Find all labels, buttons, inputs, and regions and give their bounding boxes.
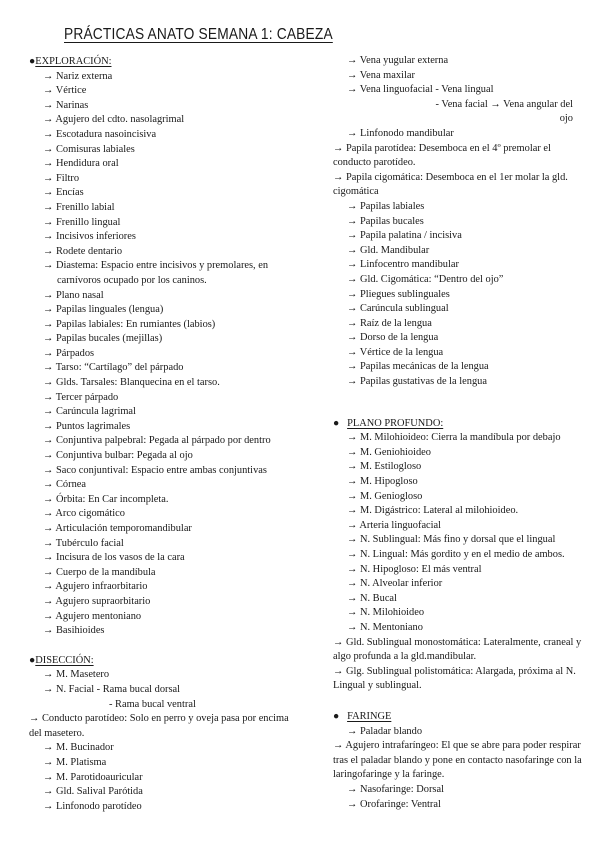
list-item: → Tubérculo facial [43, 537, 124, 549]
list-item: → Linfonodo mandibular [347, 127, 454, 139]
list-item: → Paladar blando [347, 725, 423, 737]
list-item: → Pliegues sublinguales [347, 288, 450, 300]
list-item: → Saco conjuntival: Espacio entre ambas conjuntivas [43, 464, 267, 476]
list-item: → Frenillo labial [43, 201, 115, 213]
section-heading-faringe: ● FARINGE [333, 710, 583, 725]
list-item: → Papila palatina / incisiva [347, 230, 462, 242]
list-item: → Arco cigomático [43, 508, 125, 520]
section-plano-profundo [333, 417, 583, 694]
list-item: → N. Lingual: Más gordito y en el medio de ambos. [347, 549, 565, 560]
section-exploracion [29, 55, 299, 639]
list-item: → Papila parotídea: Desemboca en el 4º premolar el conducto parotídeo. [333, 142, 551, 169]
list-item: → Agujero mentoniano [43, 610, 142, 622]
right-column [333, 54, 583, 812]
list-item: → M. Parotidoauricular [43, 771, 143, 783]
list-item: → Papilas linguales (lengua) [43, 304, 164, 316]
list-item: → Linfocentro mandibular [347, 259, 459, 271]
list-item: → Cuerpo de la mandíbula [43, 566, 156, 578]
list-item: → Nariz externa [43, 70, 113, 82]
list-item: → Incisivos inferiores [43, 231, 136, 243]
list-item: → M. Bucinador [43, 742, 114, 754]
list-item: → Carúncula sublingual [347, 303, 449, 315]
list-item: → Raíz de la lengua [347, 317, 432, 329]
list-item: → Agujero infraorbitario [43, 581, 148, 593]
list-item: → Papilas bucales [347, 215, 424, 227]
list-item: → Vena yugular externa [347, 55, 449, 66]
list-item: → Comisuras labiales [43, 143, 135, 155]
list-item: → M. Estilogloso [347, 461, 422, 473]
list-item: → Incisura de los vasos de la cara [43, 552, 185, 564]
list-item: → Papilas mecánicas de la lengua [347, 361, 489, 373]
list-item: → Glg. Sublingual polistomática: Alargada, próxima al N. Lingual y sublingual. [333, 665, 576, 692]
list-item: → Escotadura nasoincisiva [43, 128, 157, 140]
list-item: → Tercer párpado [43, 391, 119, 403]
list-item: → N. Facial - Rama bucal dorsal [43, 683, 181, 695]
list-item: → Articulación temporomandibular [43, 523, 192, 534]
list-item: → N. Sublingual: Más fino y dorsal que el lingual [347, 534, 556, 546]
bullet-icon: ● [333, 710, 340, 722]
list-item: → Arteria linguofacial [347, 519, 442, 531]
list-item: → Encías [43, 187, 84, 199]
list-item: - Vena facial → Vena angular del ojo [435, 98, 573, 125]
list-item: → N. Bucal [347, 592, 397, 604]
list-item: - Rama bucal ventral [109, 698, 196, 710]
list-item: → M. Geniogloso [347, 490, 423, 502]
list-item: → Glds. Tarsales: Blanquecina en el tarso. [43, 377, 220, 389]
list-item: → Basihioides [43, 625, 105, 637]
list-item: → Plano nasal [43, 289, 104, 301]
list-item: → N. Mentoniano [347, 621, 423, 633]
faringe-list [333, 725, 583, 813]
bullet-icon: ● [29, 56, 36, 67]
list-item: → Papilas gustativas de la lengua [347, 376, 487, 388]
list-item: → Papilas bucales (mejillas) [43, 333, 163, 345]
list-item: → N. Hipogloso: El más ventral [347, 563, 482, 575]
exploracion-list [29, 70, 299, 639]
list-item: → N. Milohioideo [347, 607, 425, 619]
list-item: → Agujero del cdto. nasolagrimal [43, 114, 185, 126]
list-item: → Conducto parotídeo: Solo en perro y oveja pasa por encima del masetero. [29, 713, 289, 739]
list-item: → Vértice [43, 85, 87, 97]
list-item: → M. Digástrico: Lateral al milohioideo. [347, 505, 519, 517]
list-item: → Orofaringe: Ventral [347, 798, 441, 810]
page-title: PRÁCTICAS ANATO SEMANA 1: CABEZA [64, 26, 333, 43]
list-item: → Párpados [43, 347, 95, 359]
section-heading-diseccion: ●DISECCIÓN: [29, 654, 299, 669]
list-item: → Carúncula lagrimal [43, 406, 136, 418]
bullet-icon: ● [333, 417, 340, 429]
diseccion-list [29, 668, 299, 814]
list-item: → Órbita: En Car incompleta. [43, 493, 169, 505]
list-item: → Papila cigomática: Desemboca en el 1er molar la gld. cigomática [333, 171, 568, 198]
list-item: → Agujero intrafaríngeo: El que se abre para poder respirar tras el paladar blando y pone en contacto nasofaringe con la laringofaringe y la faringe. [333, 740, 582, 781]
plano-profundo-list [333, 431, 583, 694]
left-column [29, 55, 299, 814]
diseccion-continued-list [333, 54, 583, 390]
list-item: → Gld. Mandibular [347, 244, 430, 256]
section-heading-plano-profundo: ● PLANO PROFUNDO: [333, 417, 583, 432]
list-item: → Diastema: Espacio entre incisivos y premolares, en carnívoros ocupado por los caninos. [43, 260, 269, 286]
list-item: → Frenillo lingual [43, 216, 121, 228]
list-item: → Gld. Salival Parótida [43, 786, 143, 798]
section-faringe [333, 710, 583, 812]
list-item: → Vena linguofacial - Vena lingual [347, 84, 494, 96]
list-item: → Hendidura oral [43, 158, 119, 170]
list-item: → Vena maxilar [347, 69, 415, 81]
list-item: → Papilas labiales: En rumiantes (labios) [43, 318, 216, 330]
list-item: → Gld. Sublingual monostomática: Lateralmente, craneal y algo profunda a la gld.mandibular. [333, 636, 582, 663]
list-item: → Nasofaringe: Dorsal [347, 783, 444, 795]
list-item: → Conjuntiva bulbar: Pegada al ojo [43, 450, 193, 462]
list-item: → Agujero supraorbitario [43, 595, 151, 607]
list-item: → N. Alveolar inferior [347, 578, 443, 590]
list-item: → Narinas [43, 99, 89, 111]
section-heading-exploracion: ●EXPLORACIÓN: [29, 55, 299, 70]
list-item: → M. Platisma [43, 756, 107, 768]
list-item: → Gld. Cigomática: “Dentro del ojo” [347, 273, 504, 285]
list-item: → Linfonodo parotídeo [43, 800, 142, 812]
list-item: → Filtro [43, 172, 80, 184]
section-diseccion [29, 654, 299, 815]
list-item: → Tarso: “Cartílago” del párpado [43, 362, 184, 374]
list-item: → Papilas labiales [347, 200, 425, 212]
list-item: → M. Masetero [43, 669, 110, 681]
list-item: → Córnea [43, 479, 86, 491]
list-item: → Vértice de la lengua [347, 346, 444, 358]
list-item: → Dorso de la lengua [347, 332, 439, 344]
list-item: → M. Geniohioideo [347, 446, 431, 458]
list-item: → Rodete dentario [43, 245, 123, 257]
list-item: → Puntos lagrimales [43, 420, 131, 432]
list-item: → M. Milohioideo: Cierra la mandíbula por debajo [347, 432, 561, 444]
bullet-icon: ● [29, 654, 36, 666]
list-item: → M. Hipogloso [347, 476, 418, 488]
list-item: → Conjuntiva palpebral: Pegada al párpado por dentro [43, 435, 271, 447]
